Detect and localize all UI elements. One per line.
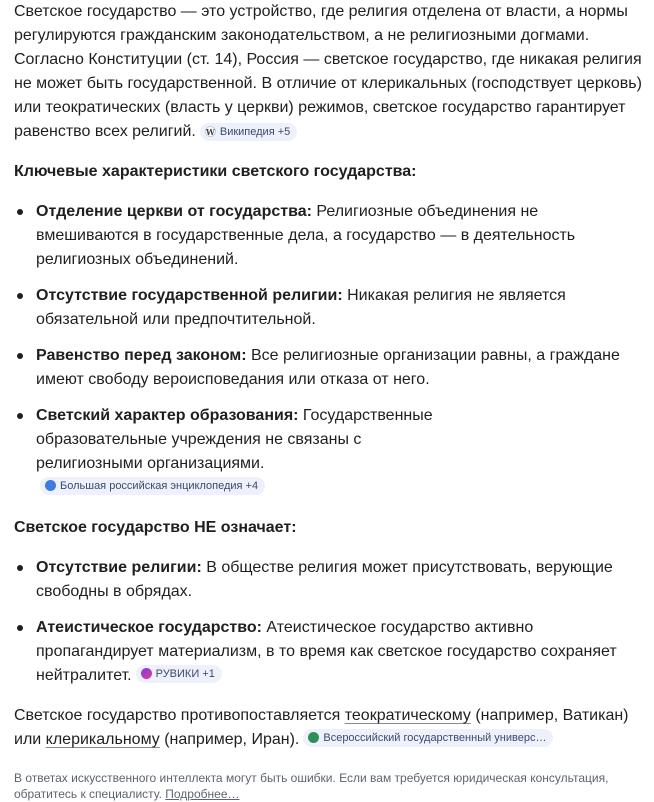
list-item <box>14 616 642 688</box>
source-chip-wikipedia[interactable] <box>200 123 297 141</box>
conclusion-paragraph <box>14 704 642 752</box>
list-item-term: Равенство перед законом: <box>36 347 247 364</box>
list-item-text: Все религиозные организации равны, а граждане имеют свободу вероисповедания или отказа от него. <box>36 347 620 388</box>
source-chip-label: РУВИКИ +1 <box>155 667 215 680</box>
list-item-term: Светский характер образования: <box>36 407 299 424</box>
source-chip-label: Всероссийский государственный универс… <box>323 731 547 744</box>
ai-disclaimer-text: В ответах искусственного интеллекта могут быть ошибки. Если вам требуется юридическая консультация, обратитесь к специалисту. <box>14 771 609 801</box>
clerical-link[interactable]: клерикальному <box>45 731 160 748</box>
section-heading-characteristics: Ключевые характеристики светского государства: <box>14 163 417 180</box>
list-item <box>14 556 642 604</box>
intro-paragraph <box>14 0 642 144</box>
source-chip-label: Большая российская энциклопедия +4 <box>60 479 259 492</box>
vgu-icon <box>308 732 319 743</box>
learn-more-link[interactable]: Подробнее… <box>165 787 240 801</box>
not-means-list <box>14 556 642 688</box>
list-item-text: Никакая религия не является обязательной или предпочтительной. <box>36 287 566 328</box>
list-item-term: Отсутствие религии: <box>36 559 202 576</box>
theocratic-link[interactable]: теократическому <box>344 707 471 724</box>
list-item <box>14 404 642 500</box>
source-chip-vgu[interactable] <box>303 729 553 747</box>
list-item-term: Отделение церкви от государства: <box>36 203 312 220</box>
characteristics-list <box>14 200 642 500</box>
source-chip-label: Википедия +5 <box>219 125 291 138</box>
bre-icon <box>45 480 56 491</box>
list-item <box>14 284 642 332</box>
intro-text: Светское государство — это устройство, где религия отделена от власти, а нормы регулируются гражданским законодательством, а не религиозными догмами. Согласно Конституции (ст. 14), Россия — светское государство, где никакая религия не может быть государственной. В отличие от клерикальных (господствует церковь) или теократических (власть у церкви) режимов, светское государство гарантирует равенство всех религий. <box>14 3 642 140</box>
wikipedia-icon: W <box>205 127 215 137</box>
conclusion-text-1: Светское государство противопоставляется <box>14 707 345 724</box>
source-chip-bre[interactable] <box>40 477 265 495</box>
list-item <box>14 344 642 392</box>
ai-disclaimer <box>14 770 642 802</box>
rubiki-icon <box>141 668 152 679</box>
list-item-term: Атеистическое государство: <box>36 619 262 636</box>
list-item-text: В обществе религия может присутствовать, верующие свободны в обрядах. <box>36 559 613 600</box>
section-heading-not-means: Светское государство НЕ означает: <box>14 519 297 536</box>
source-chip-rubiki[interactable] <box>136 665 222 683</box>
list-item-text: Государственные образовательные учреждения не связаны с религиозными организациями. <box>36 407 433 472</box>
list-item <box>14 200 642 272</box>
conclusion-text-3: (например, Иран). <box>159 731 300 748</box>
list-item-text: Атеистическое государство активно пропагандирует материализм, в то время как светское государство сохраняет нейтралитет. <box>36 619 617 684</box>
list-item-term: Отсутствие государственной религии: <box>36 287 343 304</box>
conclusion-text-2: (например, Ватикан) или <box>14 707 629 748</box>
list-item-text: Религиозные объединения не вмешиваются в государственные дела, а государство — в деятельность религиозных объединений. <box>36 203 576 268</box>
